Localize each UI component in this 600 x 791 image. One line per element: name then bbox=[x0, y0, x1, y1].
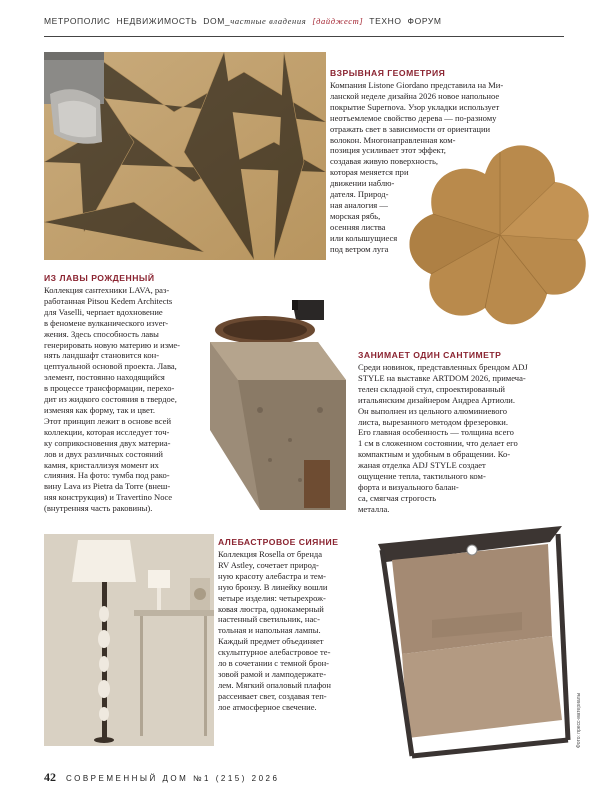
header-item: ФОРУМ bbox=[407, 16, 442, 26]
text-line: Коллекция сантехники LAVA, раз- bbox=[44, 285, 170, 295]
heading-lava: ИЗ ЛАВЫ РОЖДЕННЫЙ bbox=[44, 273, 155, 283]
text-line: в феномене вулканического изver- bbox=[44, 317, 169, 328]
text-line: форта и визуального балан- bbox=[358, 481, 459, 492]
text-line: RV Astley, сочетает природ- bbox=[218, 559, 319, 570]
text-line: вину Lava из Pietra da Torre (внеш- bbox=[44, 481, 171, 492]
text-line: Среди новинок, представленных брендом ADJ bbox=[358, 362, 528, 372]
text-line: тольная и напольная лампы. bbox=[218, 625, 321, 636]
text-line: покрытие Supernova. Узор укладки использует bbox=[330, 101, 500, 112]
text-line: ную красоту алебастра и тем- bbox=[218, 570, 326, 581]
text-line: дит из жидкого состояния в твердое, bbox=[44, 394, 177, 405]
text-line: под ветром луга bbox=[330, 243, 389, 254]
text-line: итальянским дизайнером Андреа Артиоли. bbox=[358, 394, 515, 405]
photo-credit: Фото: пресс-материалы bbox=[576, 692, 582, 748]
text-line: нять ландшафт становится кон- bbox=[44, 350, 160, 361]
text-line: цептуальной основой проекта. Лава, bbox=[44, 361, 177, 372]
text-line: морская рябь, bbox=[330, 210, 381, 221]
header-item: [дайджест] bbox=[312, 16, 364, 26]
text-line: 1 см в сложенном состоянии, что делает его bbox=[358, 438, 518, 449]
text-line: отражать свет в зависимости от ориентации bbox=[330, 123, 491, 134]
text-line: ковая люстра, однокамерный bbox=[218, 603, 324, 614]
article-centimeter bbox=[358, 362, 528, 515]
magazine-title: СОВРЕМЕННЫЙ ДОМ №1 (215) 2026 bbox=[66, 774, 280, 783]
text-line: ку соприкосновения двух материа- bbox=[44, 437, 171, 448]
header-item: МЕТРОПОЛИС bbox=[44, 16, 111, 26]
text-line: няя конструкция) и Travertino Noce bbox=[44, 492, 173, 503]
chair-photo bbox=[372, 520, 572, 760]
text-line: листа, вырезанного методом фрезеровки. bbox=[358, 416, 508, 427]
text-line: металла. bbox=[358, 503, 390, 514]
text-line: в процессе трансформации, перехо- bbox=[44, 383, 175, 394]
text-line: генерировать новую материю и изме- bbox=[44, 339, 181, 350]
page-header bbox=[44, 16, 564, 37]
text-line: Этот принцип лежит в основе всей bbox=[44, 415, 172, 426]
text-line: жения. Здесь способность лавы bbox=[44, 328, 159, 339]
text-line: Компания Listone Giordano представила на Ми- bbox=[330, 80, 504, 90]
basin-photo bbox=[200, 270, 348, 510]
text-line: ная аналогия — bbox=[330, 199, 388, 210]
text-line: Коллекция Rosella от бренда bbox=[218, 549, 323, 559]
text-line: STYLE на выставке ARTDOM 2026, примеча- bbox=[358, 372, 526, 383]
text-line: ощущение тепла, тактильного ком- bbox=[358, 471, 486, 482]
article-geometry bbox=[330, 80, 503, 255]
text-line: телен складной стул, спроектированный bbox=[358, 383, 505, 394]
header-item: частные владения bbox=[230, 16, 307, 26]
text-line: работанная Pitsou Kedem Architects bbox=[44, 295, 173, 306]
header-item: DOM_ bbox=[203, 16, 231, 26]
text-line: Каждый предмет объединяет bbox=[218, 636, 324, 647]
article-alabaster bbox=[218, 549, 331, 713]
text-line: создавая живую поверхность, bbox=[330, 156, 439, 167]
heading-centimeter: ЗАНИМАЕТ ОДИН САНТИМЕТР bbox=[358, 350, 502, 360]
text-line: скульптурное алебастровое те- bbox=[218, 647, 331, 658]
article-lava bbox=[44, 285, 180, 514]
text-line: жаная отделка ADJ STYLE создает bbox=[358, 460, 486, 471]
text-line: позиция усиливает этот эффект, bbox=[330, 145, 446, 156]
text-line: четыре изделия: четырехрож- bbox=[218, 592, 326, 603]
text-line: настенный светильник, нас- bbox=[218, 614, 320, 625]
header-item: ТЕХНО bbox=[369, 16, 402, 26]
text-line: волокон. Многонаправленная ком- bbox=[330, 134, 456, 145]
text-line: изменяя как форму, так и цвет. bbox=[44, 404, 155, 415]
text-line: слияния. На фото: тумба под рако- bbox=[44, 470, 170, 481]
text-line: са, смягчая строгость bbox=[358, 492, 437, 503]
text-line: движении наблю- bbox=[330, 178, 395, 189]
text-line: зовой рамой и ламподержате- bbox=[218, 668, 327, 679]
text-line: лое атмосферное свечение. bbox=[218, 701, 317, 712]
header-item: НЕДВИЖИМОСТЬ bbox=[116, 16, 198, 26]
text-line: компактным и удобным в обращении. Ко- bbox=[358, 449, 511, 460]
text-line: (внутренняя часть раковины). bbox=[44, 503, 153, 514]
page-number: 42 bbox=[44, 770, 56, 784]
text-line: которая меняется при bbox=[330, 167, 409, 178]
text-line: Он выполнен из цельного алюминиевого bbox=[358, 405, 508, 416]
text-line: ланской неделе дизайна 2026 новое напольное bbox=[330, 90, 500, 101]
text-line: осенняя листва bbox=[330, 221, 386, 232]
text-line: коллекции, которая исследует точ- bbox=[44, 426, 170, 437]
text-line: элемент, постоянно находящийся bbox=[44, 372, 165, 383]
heading-geometry: ВЗРЫВНАЯ ГЕОМЕТРИЯ bbox=[330, 68, 446, 78]
text-line: для Vaselli, черпает вдохновение bbox=[44, 306, 163, 317]
floor-photo bbox=[44, 52, 326, 260]
text-line: или колышущиеся bbox=[330, 232, 398, 243]
text-line: лем. Мягкий опаловый плафон bbox=[218, 679, 331, 690]
text-line: ло в сочетании с темной брон- bbox=[218, 658, 330, 669]
lamp-photo bbox=[44, 534, 214, 746]
text-line: рассеивает свет, создавая теп- bbox=[218, 690, 327, 701]
text-line: камня, кристаллизуя момент их bbox=[44, 459, 159, 470]
text-line: неотъемлемое свойство дерева — по-разному bbox=[330, 112, 497, 123]
text-line: дателя. Природ- bbox=[330, 189, 389, 200]
page-footer bbox=[44, 770, 279, 785]
text-line: Его главная особенность — толщина всего bbox=[358, 427, 514, 438]
text-line: ную бронзу. В линейку вошли bbox=[218, 581, 328, 592]
text-line: лов и двух различных состояний bbox=[44, 448, 163, 459]
heading-alabaster: АЛЕБАСТРОВОЕ СИЯНИЕ bbox=[218, 537, 339, 547]
